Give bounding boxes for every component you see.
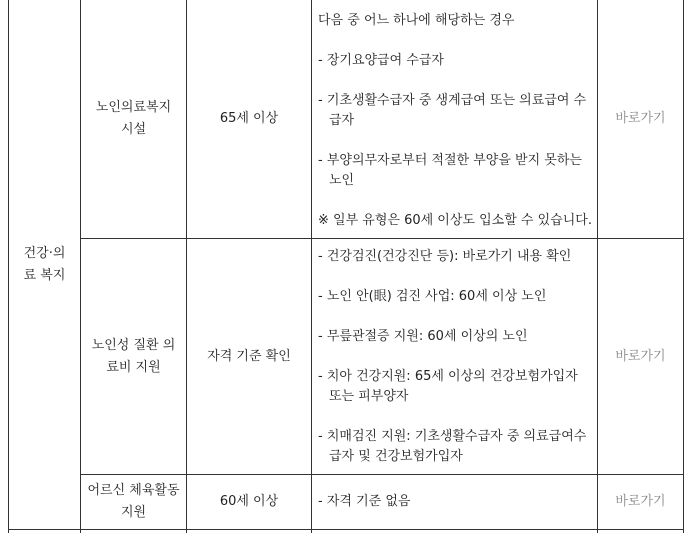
eligibility-text: 60세 이상 xyxy=(219,494,279,509)
program-cell xyxy=(81,239,186,474)
detail-item: - 치아 건강지원: 65세 이상의 건강보험가입자 또는 피부양자 xyxy=(318,369,578,404)
row-divider xyxy=(8,529,684,530)
grid-line xyxy=(683,0,684,533)
detail-item: - 노인 안(眼) 검진 사업: 60세 이상 노인 xyxy=(318,289,547,304)
eligibility-cell xyxy=(187,0,311,238)
eligibility-cell xyxy=(187,475,311,529)
details-list xyxy=(318,475,594,529)
shortcut-link[interactable] xyxy=(598,0,683,238)
detail-item: - 자격 기준 없음 xyxy=(318,494,411,509)
shortcut-link-label[interactable]: 바로가기 xyxy=(615,111,666,126)
program-cell xyxy=(81,475,186,529)
program-name: 어르신 체육활동 지원 xyxy=(87,483,180,520)
program-cell xyxy=(81,0,186,238)
detail-item: - 장기요양급여 수급자 xyxy=(318,53,444,68)
eligibility-text: 65세 이상 xyxy=(219,111,279,126)
detail-note: ※ 일부 유형은 60세 이상도 입소할 수 있습니다. xyxy=(318,213,592,228)
detail-item: - 건강검진(건강진단 등): 바로가기 내용 확인 xyxy=(318,249,572,264)
detail-item: - 치매검진 지원: 기초생활수급자 중 의료급여수급자 및 건강보험가입자 xyxy=(318,429,587,464)
detail-item: - 무릎관절증 지원: 60세 이상의 노인 xyxy=(318,329,528,344)
eligibility-cell xyxy=(187,239,311,474)
category-cell xyxy=(9,0,80,529)
shortcut-link-label[interactable]: 바로가기 xyxy=(615,348,666,364)
detail-item: - 기초생활수급자 중 생계급여 또는 의료급여 수급자 xyxy=(318,93,587,128)
detail-item: - 부양의무자로부터 적절한 부양을 받지 못하는 노인 xyxy=(318,153,582,188)
details-list xyxy=(318,239,594,474)
details-list xyxy=(318,0,594,238)
detail-item: 다음 중 어느 하나에 해당하는 경우 xyxy=(318,13,515,28)
shortcut-link-label[interactable]: 바로가기 xyxy=(615,494,666,509)
shortcut-link[interactable] xyxy=(598,475,683,529)
eligibility-text: 자격 기준 확인 xyxy=(207,348,291,364)
category-label: 건강·의료 복지 xyxy=(23,245,66,283)
program-name: 노인의료복지시설 xyxy=(95,100,172,137)
program-name: 노인성 질환 의료비 지원 xyxy=(91,337,176,375)
grid-line xyxy=(311,0,312,533)
shortcut-link[interactable] xyxy=(598,239,683,474)
